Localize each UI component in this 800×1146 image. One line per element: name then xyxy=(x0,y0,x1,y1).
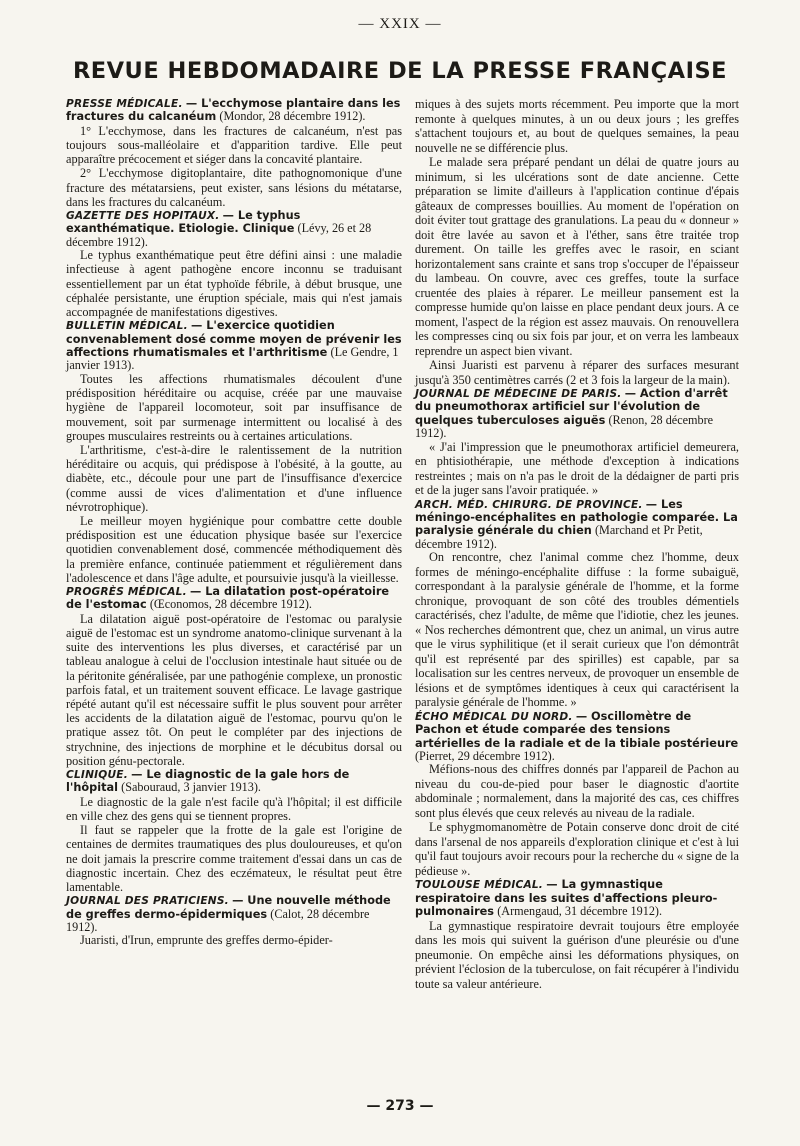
article-paragraph: 1° L'ecchymose, dans les fractures de calcanéum, n'est pas toujours sous-malléolaire et d'apparition tardive. Elle peut apparaître précocement et siéger dans la concavité plantaire. xyxy=(66,123,402,167)
article-title: — Le typhus exanthématique. Etiologie. Clinique xyxy=(66,209,301,236)
journal-source: JOURNAL DE MÉDECINE DE PARIS. xyxy=(415,388,622,400)
article-title: — L'ecchymose plantaire dans les fractures du calcanéum xyxy=(66,97,401,124)
continued-article xyxy=(415,97,739,387)
article-paragraph: Il faut se rappeler que la frotte de la gale est l'origine de centaines de dermites traumatiques des plus douloureuses, et qu'on ne doit jamais la prescrire comme traitement d'essai dans un cas de diagnostic incertain. Chez des eczémateux, le résultat peut être lamentable. xyxy=(66,823,402,895)
article-heading xyxy=(66,585,402,612)
article-citation: (Mondor, 28 décembre 1912). xyxy=(219,109,366,124)
article-citation: (Sabouraud, 3 janvier 1913). xyxy=(121,780,261,795)
article-paragraph: Toutes les affections rhumatismales découlent d'une prédisposition héréditaire ou acquise, créée par une mauvaise hygiène de l'appareil locomoteur, soit par insuffisance de mouvement, soit par surmenage intermittent ou localisé à des groupes musculaires restreints ou à certaines articulations. xyxy=(66,371,402,443)
article xyxy=(415,387,739,498)
left-column xyxy=(66,97,402,948)
article-title: — La dilatation post-opératoire de l'estomac xyxy=(66,584,390,612)
article xyxy=(415,878,739,991)
article xyxy=(66,894,402,947)
right-articles xyxy=(415,387,739,991)
journal-source: PRESSE MÉDICALE. xyxy=(66,98,183,110)
journal-source: TOULOUSE MÉDICAL. xyxy=(415,879,544,892)
article-title: — Les méningo-encéphalites en pathologie comparée. La paralysie générale du chien xyxy=(415,497,738,538)
article-heading xyxy=(415,878,739,918)
article-citation: (Marchand et Pr Petit, décembre 1912). xyxy=(415,523,703,551)
journal-title: REVUE HEBDOMADAIRE DE LA PRESSE FRANÇAISE xyxy=(72,58,728,84)
right-column xyxy=(415,97,739,991)
article-title: — Une nouvelle méthode de greffes dermo-épidermiques xyxy=(66,894,391,921)
article-paragraph: L'arthritisme, c'est-à-dire le ralentissement de la nutrition héréditaire ou acquis, qui prédispose à l'obésité, à la goutte, au diabète, etc., découle pour une part de l'insuffisance d'exercice (comme aussi de vices d'alimentation et d'une influence névrotrophique). xyxy=(66,442,402,514)
article-title: — Oscillomètre de Pachon et étude comparée des tensions artérielles de la radiale et de la tibiale postérieure xyxy=(415,709,739,750)
journal-source: BULLETIN MÉDICAL. xyxy=(66,320,188,333)
article-citation: (Pierret, 29 décembre 1912). xyxy=(415,748,555,763)
article-paragraph: Méfions-nous des chiffres donnés par l'appareil de Pachon au niveau du cou-de-pied pour baser le diagnostic d'aortite abdominale ; normalement, dans la majorité des cas, ces chiffres sont plus élevés que ceux relevés au niveau de la radiale. xyxy=(415,762,739,820)
article-heading xyxy=(66,768,402,795)
journal-source: ARCH. MÉD. CHIRURG. DE PROVINCE. xyxy=(415,498,643,511)
article-citation: (Armengaud, 31 décembre 1912). xyxy=(497,904,663,919)
article-paragraph: On rencontre, chez l'animal comme chez l'homme, deux formes de méningo-encéphalite diffuse : la forme subaiguë, correspondant à la paralysie générale de l'homme, et la forme chronique, provoquant de son côté des troubles démentiels caractérisés, chez l'adulte, de même que l'idiotie, chez les jeunes. « Nos recherches démontrent que, chez un animal, un virus autre que le virus syphilitique (et il serait curieux que l'on démontrât qu'il est représenté par des spirilles) est capable, par sa localisation sur les centres nerveux, de provoquer un ensemble de lésions et de symptômes identiques à ceux qui caractérisent la paralysie générale de l'homme. » xyxy=(415,550,739,710)
article-citation: (Œconomos, 28 décembre 1912). xyxy=(149,597,312,612)
article-paragraph: La gymnastique respiratoire devrait toujours être employée dans les mois qui suivent la guérison d'une pleurésie ou d'une pneumonie. On empêche ainsi les déformations physiques, on prévient l'éclosion de la tuberculose, on fait récupérer à l'individu toute sa valeur antérieure. xyxy=(415,918,739,991)
article-title: — Le diagnostic de la gale hors de l'hôpital xyxy=(66,767,350,795)
article-paragraph: 2° L'ecchymose digitoplantaire, dite pathognomonique d'une fracture des métatarsiens, peut exister, sans lésions du métatarse, dans les fractures du calcanéum. xyxy=(66,166,402,209)
article xyxy=(415,498,739,710)
article xyxy=(66,97,402,209)
article-heading xyxy=(415,498,739,551)
article-heading xyxy=(66,209,402,248)
article-heading xyxy=(66,894,402,933)
article xyxy=(66,319,402,585)
article-paragraph: « J'ai l'impression que le pneumothorax artificiel demeurera, en phtisiothérapie, une méthode d'exception à indications restreintes ; mais on n'a pas le droit de la dédaigner de parti pris et de la juger sans l'avoir pratiquée. » xyxy=(415,439,739,498)
continued-paragraph: Le malade sera préparé pendant un délai de quatre jours au minimum, si les ulcérations sont de date ancienne. Cette préparation se limite d'ailleurs à l'application continue d'épais gâteaux de compresses bouillies. Au moment de l'opération on doit éviter tout grattage des granulations. La peau du « donneur » doit être lavée au savon et à l'éther, sans être traitée trop durement. On taille les greffes avec le rasoir, en sciant horizontalement sans crainte et sans trop s'occuper de l'épaisseur du lambeau. On couvre, avec ces greffes, toute la surface cruentée des plaies à réparer. Le meilleur pansement est la compresse humide qu'on laisse en place pendant deux jours. A ce moment, l'aspect de la région est assez mauvais. On renouvellera les compresses cinq ou six fois par jour, et on verra les lambeaux reprendre un aspect bien vivant. xyxy=(415,155,739,358)
article-heading xyxy=(415,387,739,440)
journal-source: JOURNAL DES PRATICIENS. xyxy=(66,895,229,908)
article xyxy=(66,209,402,319)
article-paragraph: Juaristi, d'Irun, emprunte des greffes dermo-épider- xyxy=(80,933,333,948)
article-heading xyxy=(66,97,402,124)
article-citation: (Renon, 28 décembre 1912). xyxy=(415,412,714,441)
continued-paragraph: Ainsi Juaristi est parvenu à réparer des surfaces mesurant jusqu'à 350 centimètres carrés (2 et 3 fois la largeur de la main). xyxy=(415,358,739,387)
article-paragraph: Le meilleur moyen hygiénique pour combattre cette double prédisposition est une éducation physique basée sur l'exercice quotidien convenablement dosé, commencée méthodiquement dès la première enfance, continuée patiemment et régulièrement dans l'adolescence et dans l'âge adulte, et poursuivie jusqu'à la vieillesse. xyxy=(66,513,402,585)
article-title: — L'exercice quotidien convenablement dosé comme moyen de prévenir les affections rhumatismales et l'arthritisme xyxy=(66,319,402,360)
article-paragraph: Le typhus exanthématique peut être défini ainsi : une maladie infectieuse à agent pathogène encore inconnu se traduisant essentiellement par un état typhoïde fébrile, à début brusque, une céphalée persistante, une éruption spéciale, mais qui n'est jamais accompagnée de manifestations digestives. xyxy=(66,248,402,320)
article-paragraph: Le sphygmomanomètre de Potain conserve donc droit de cité dans l'arsenal de nos appareils d'exploration clinique et c'est à lui qu'il faut toujours avoir recours pour la recherche du « signe de la pédieuse ». xyxy=(415,820,739,878)
article-heading xyxy=(415,710,739,763)
article-paragraph: La dilatation aiguë post-opératoire de l'estomac ou paralysie aiguë de l'estomac est un syndrome anatomo-clinique survenant à la suite des interventions les plus diverses, et caractérisé par un tableau analogue à celui de l'occlusion intestinale haut située ou de la péritonite généralisée, par une pathogénie complexe, un pronostic parfois fatal, et un traitement souvent efficace. Le lavage gastrique répété autant qu'il est nécessaire suffit le plus souvent pour arrêter les accidents de la dilatation aiguë de l'estomac, pourvu qu'on le pratique assez tôt. On peut le compléter par des injections de strychnine, des injections de morphine et le décubitus dorsal ou position génu-pectorale. xyxy=(66,611,402,768)
article-heading xyxy=(66,319,402,372)
article-citation: (Calot, 28 décembre 1912). xyxy=(66,906,370,935)
journal-source: GAZETTE DES HOPITAUX. xyxy=(66,210,220,223)
journal-source: CLINIQUE. xyxy=(66,768,128,781)
article-citation: (Lévy, 26 et 28 décembre 1912). xyxy=(66,221,372,249)
page-number-footer: — 273 — xyxy=(366,1098,434,1114)
article xyxy=(66,768,402,894)
journal-source: ÉCHO MÉDICAL DU NORD. xyxy=(415,710,573,723)
page-roman-number: — XXIX — xyxy=(358,16,442,32)
article-paragraph: Le diagnostic de la gale n'est facile qu'à l'hôpital; il est difficile en ville chez des gens qui se tiennent propres. xyxy=(66,794,402,823)
article-citation: (Le Gendre, 1 janvier 1913). xyxy=(66,345,399,373)
article-title: — Action d'arrêt du pneumothorax artificiel sur l'évolution de quelques tuberculoses aiguës xyxy=(415,387,728,427)
continued-paragraph: miques à des sujets morts récemment. Peu importe que la mort remonte à quelques minutes, à un ou deux jours ; les greffes s'attachent toujours et, au bout de quelques semaines, la peau nouvelle ne se différencie plus. xyxy=(415,97,739,155)
article xyxy=(415,710,739,879)
article-title: — La gymnastique respiratoire dans les suites d'affections pleuro-pulmonaires xyxy=(415,878,718,919)
journal-source: PROGRÈS MÉDICAL. xyxy=(66,585,187,598)
article xyxy=(66,585,402,768)
